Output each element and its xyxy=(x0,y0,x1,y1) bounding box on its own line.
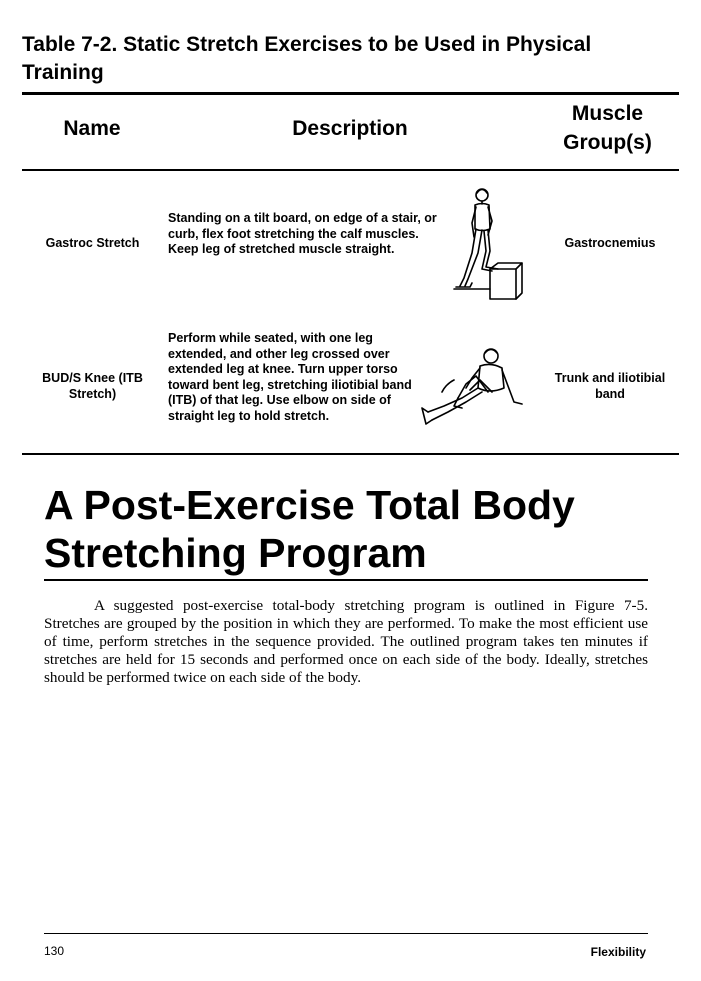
row-1-description: Standing on a tilt board, on edge of a stair, or curb, flex foot stretching the calf muscles. Keep leg of stretched muscle straight. xyxy=(168,211,437,256)
row-1-muscle-group: Gastrocnemius xyxy=(564,236,656,250)
row-2-name: BUD/S Knee (ITB Stretch) xyxy=(42,371,143,401)
row-1-name: Gastroc Stretch xyxy=(45,236,140,250)
page-number: 130 xyxy=(44,944,65,958)
table-top-rule xyxy=(22,92,679,95)
section-body-paragraph xyxy=(44,597,648,687)
seated-itb-stretch-figure-icon xyxy=(418,342,526,430)
row-2-description: Perform while seated, with one leg extended, and other leg crossed over extended leg at knee. Turn upper torso toward bent leg, stretching iliotibial band (ITB) of that leg. Use elbow on side of straight leg to hold stretch. xyxy=(168,331,412,423)
column-header-muscle-groups: Muscle Group(s) xyxy=(563,102,652,154)
table-header-rule xyxy=(22,169,679,171)
column-header-name: Name xyxy=(63,117,121,140)
footer-rule xyxy=(44,933,648,934)
table-bottom-rule xyxy=(22,453,679,455)
standing-calf-stretch-figure-icon xyxy=(450,183,526,305)
chapter-name: Flexibility xyxy=(590,945,646,959)
section-body-text: A suggested post-exercise total-body stretching program is outlined in Figure 7-5. Stretches are grouped by the position in which they are performed. To make the most efficient use of time, perform stretches in the sequence provided. The outlined program takes ten minutes if stretches are held for 15 seconds and performed once on each side of the body. Ideally, stretches should be performed twice on each side of the body. xyxy=(44,597,648,686)
row-2-muscle-group: Trunk and iliotibial band xyxy=(554,371,666,401)
section-heading-rule xyxy=(44,579,648,581)
section-heading: A Post-Exercise Total Body Stretching Program xyxy=(44,482,575,576)
table-title: Table 7-2. Static Stretch Exercises to be Used in Physical Training xyxy=(22,33,592,84)
column-header-description: Description xyxy=(292,117,408,140)
